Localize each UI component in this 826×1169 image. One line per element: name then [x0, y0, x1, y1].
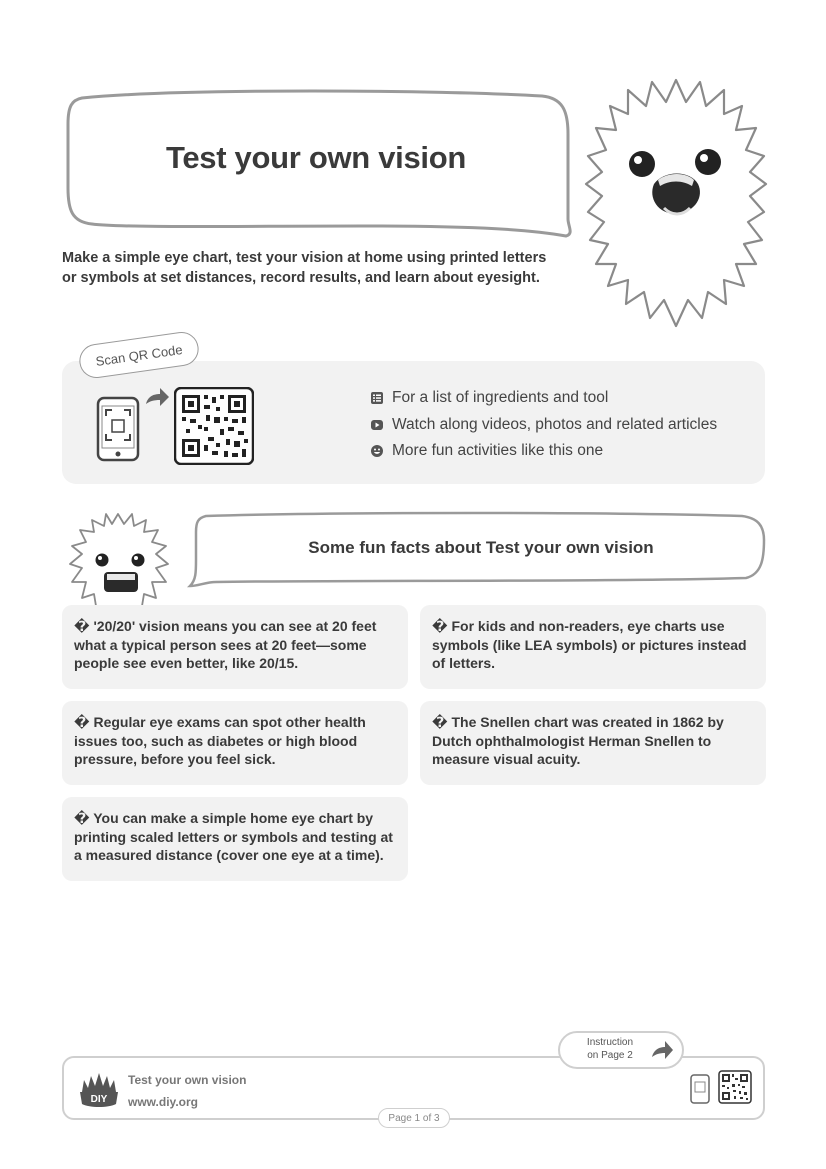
list-item	[370, 438, 717, 465]
qr-code-icon[interactable]	[174, 387, 254, 465]
facts-heading: Some fun facts about Test your own vision	[308, 538, 654, 557]
fact-card: � For kids and non-readers, eye charts use symbols (like LEA symbols) or pictures instead of letters.	[420, 605, 766, 689]
fact-card: � '20/20' vision means you can see at 20 feet what a typical person sees at 20 feet—some people see even better, like 20/15.	[62, 605, 408, 689]
fact-card: � You can make a simple home eye chart by printing scaled letters or symbols and testing at a measured distance (cover one eye at a time).	[62, 797, 408, 881]
qr-item-label: Watch along videos, photos and related articles	[392, 415, 718, 433]
arrow-right-icon	[650, 1040, 674, 1060]
page-indicator: Page 1 of 3	[378, 1108, 450, 1128]
fact-card: � Regular eye exams can spot other health issues too, such as diabetes or high blood pressure, before you feel sick.	[62, 701, 408, 785]
footer-url-link[interactable]: www.diy.org	[128, 1095, 199, 1109]
instruction-line-2: on Page 2	[587, 1050, 633, 1061]
qr-item-label: More fun activities like this one	[392, 442, 604, 460]
list-item	[370, 412, 717, 439]
qr-code-icon[interactable]	[718, 1070, 752, 1104]
fact-card: � The Snellen chart was created in 1862 by Dutch ophthalmologist Herman Snellen to measure visual acuity.	[420, 701, 766, 785]
arrow-right-icon	[144, 386, 170, 408]
yeti-mascot-icon	[578, 72, 774, 334]
qr-benefits-list	[370, 385, 717, 465]
footer-title: Test your own vision	[128, 1073, 247, 1087]
yeti-small-mascot-icon	[66, 510, 176, 608]
page-title: Test your own vision	[165, 140, 467, 175]
list-icon	[370, 391, 384, 405]
smiley-icon	[370, 444, 384, 458]
qr-item-label: For a list of ingredients and tool	[392, 389, 609, 407]
phone-scan-icon	[690, 1074, 710, 1104]
intro-text: Make a simple eye chart, test your vision at home using printed letters or symbols at set distances, record results, and learn about eyesight.	[62, 250, 547, 286]
scan-qr-label: Scan QR Code	[77, 330, 201, 380]
instruction-line-1: Instruction	[586, 1037, 634, 1048]
diy-logo-icon	[78, 1070, 120, 1110]
instruction-label	[578, 1036, 642, 1062]
play-icon	[370, 418, 384, 432]
logo-text: DIY	[90, 1094, 108, 1105]
list-item	[370, 385, 717, 412]
phone-scan-icon	[96, 396, 140, 462]
